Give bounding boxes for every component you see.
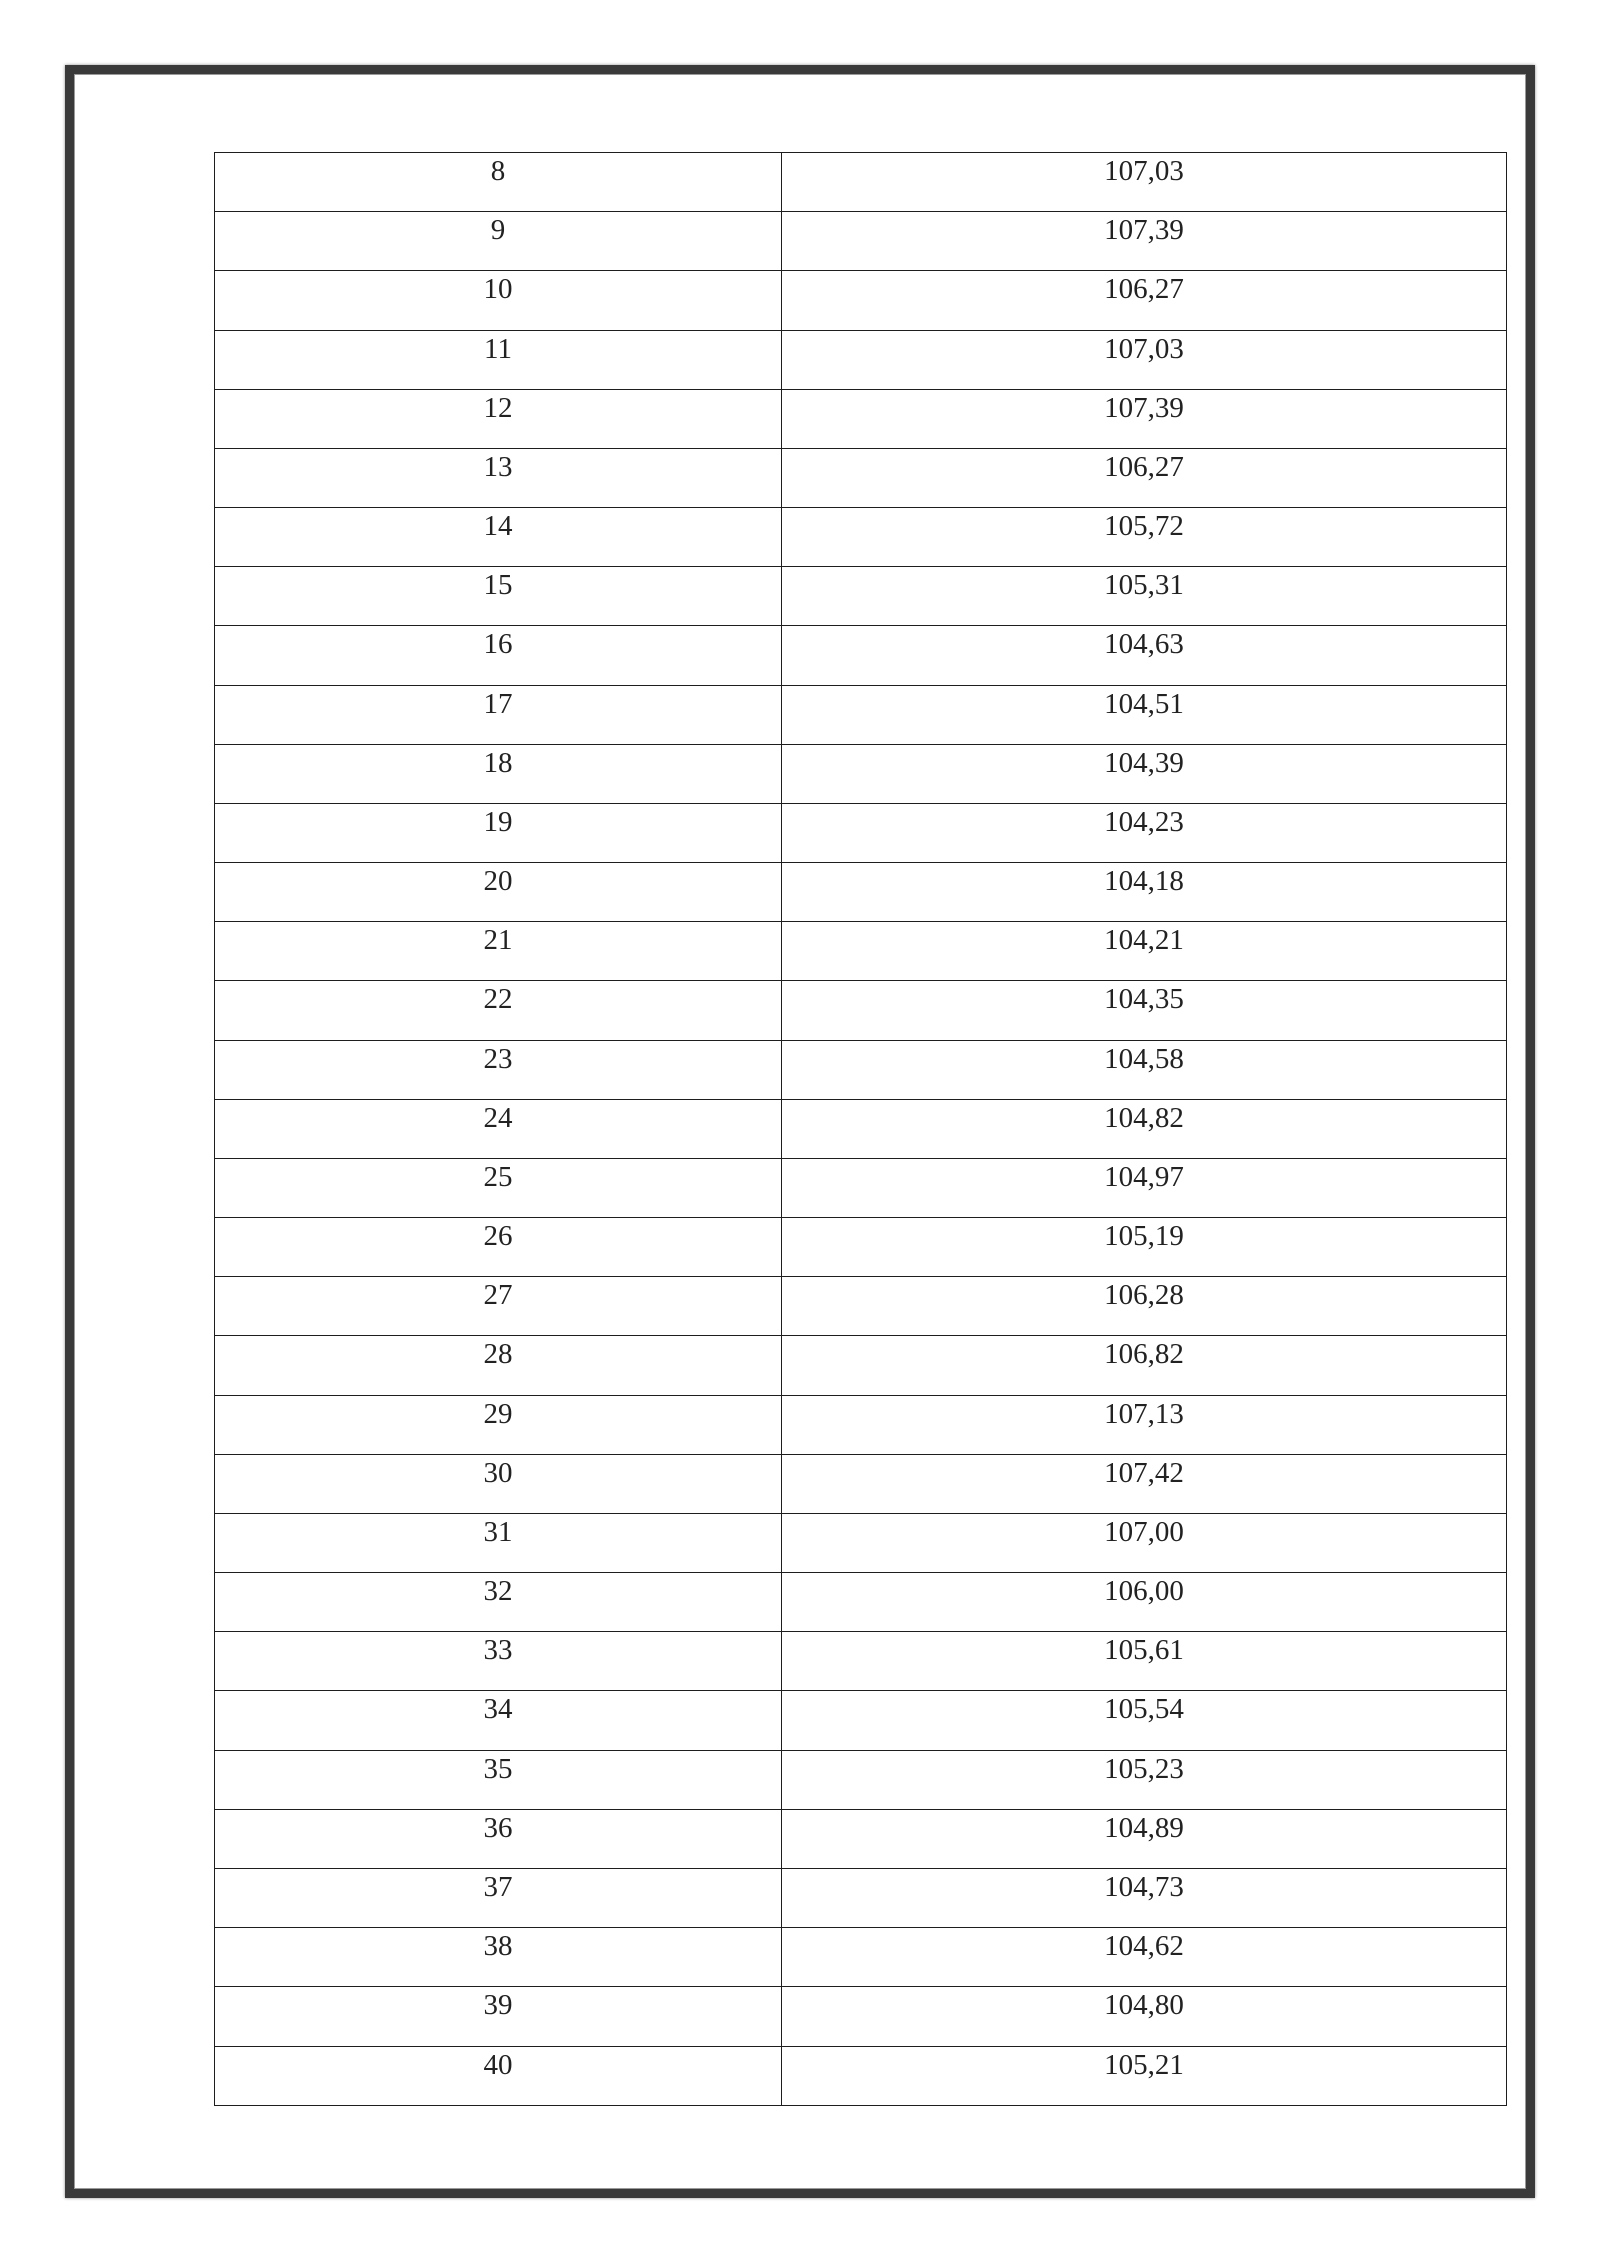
data-table: [214, 152, 1507, 2106]
table-row-value-cell: 107,39: [782, 390, 1507, 449]
table-row-value-cell: 107,00: [782, 1514, 1507, 1573]
table-row-value-cell: 107,13: [782, 1396, 1507, 1455]
table-row-value-cell: 104,97: [782, 1159, 1507, 1218]
table-row-index-cell: 30: [215, 1455, 782, 1514]
table-row-value-cell: 107,03: [782, 331, 1507, 390]
table-row-index-cell: 27: [215, 1277, 782, 1336]
table-row-index-cell: 14: [215, 508, 782, 567]
table-row-index-cell: 22: [215, 981, 782, 1040]
table-row-index-cell: 11: [215, 331, 782, 390]
table-row-value-cell: 105,72: [782, 508, 1507, 567]
table-row-index-cell: 26: [215, 1218, 782, 1277]
table-row-index-cell: 17: [215, 686, 782, 745]
table-row-index-cell: 29: [215, 1396, 782, 1455]
table-row-index-cell: 21: [215, 922, 782, 981]
table-row-value-cell: 104,23: [782, 804, 1507, 863]
table-row-value-cell: 107,03: [782, 153, 1507, 212]
table-row-value-cell: 105,61: [782, 1632, 1507, 1691]
table-row-index-cell: 10: [215, 271, 782, 330]
table-row-value-cell: 104,35: [782, 981, 1507, 1040]
table-row-index-cell: 25: [215, 1159, 782, 1218]
table-row-index-cell: 38: [215, 1928, 782, 1987]
table-row-value-cell: 104,89: [782, 1810, 1507, 1869]
table-row-index-cell: 40: [215, 2047, 782, 2106]
table-row-index-cell: 32: [215, 1573, 782, 1632]
table-row-index-cell: 28: [215, 1336, 782, 1395]
table-row-value-cell: 106,27: [782, 449, 1507, 508]
table-row-index-cell: 8: [215, 153, 782, 212]
table-row-index-cell: 20: [215, 863, 782, 922]
table-row-value-cell: 106,27: [782, 271, 1507, 330]
table-row-value-cell: 105,19: [782, 1218, 1507, 1277]
table-row-index-cell: 36: [215, 1810, 782, 1869]
table-row-index-cell: 34: [215, 1691, 782, 1750]
table-row-value-cell: 105,54: [782, 1691, 1507, 1750]
table-row-value-cell: 107,39: [782, 212, 1507, 271]
table-row-index-cell: 12: [215, 390, 782, 449]
table-row-value-cell: 104,39: [782, 745, 1507, 804]
table-row-index-cell: 23: [215, 1041, 782, 1100]
table-row-value-cell: 105,23: [782, 1751, 1507, 1810]
table-row-index-cell: 37: [215, 1869, 782, 1928]
table-row-index-cell: 35: [215, 1751, 782, 1810]
table-row-index-cell: 24: [215, 1100, 782, 1159]
table-row-value-cell: 104,73: [782, 1869, 1507, 1928]
table-row-value-cell: 104,82: [782, 1100, 1507, 1159]
table-row-value-cell: 105,21: [782, 2047, 1507, 2106]
table-row-value-cell: 104,51: [782, 686, 1507, 745]
table-row-index-cell: 13: [215, 449, 782, 508]
table-row-index-cell: 19: [215, 804, 782, 863]
table-row-index-cell: 31: [215, 1514, 782, 1573]
table-row-index-cell: 18: [215, 745, 782, 804]
table-row-index-cell: 33: [215, 1632, 782, 1691]
table-row-value-cell: 104,21: [782, 922, 1507, 981]
table-row-value-cell: 105,31: [782, 567, 1507, 626]
table-row-index-cell: 15: [215, 567, 782, 626]
table-row-value-cell: 104,58: [782, 1041, 1507, 1100]
table-row-value-cell: 104,63: [782, 626, 1507, 685]
table-row-value-cell: 104,62: [782, 1928, 1507, 1987]
table-row-value-cell: 106,82: [782, 1336, 1507, 1395]
table-row-index-cell: 39: [215, 1987, 782, 2046]
table-row-index-cell: 16: [215, 626, 782, 685]
table-row-value-cell: 107,42: [782, 1455, 1507, 1514]
table-row-value-cell: 106,28: [782, 1277, 1507, 1336]
table-row-index-cell: 9: [215, 212, 782, 271]
table-row-value-cell: 104,18: [782, 863, 1507, 922]
table-row-value-cell: 106,00: [782, 1573, 1507, 1632]
table-row-value-cell: 104,80: [782, 1987, 1507, 2046]
